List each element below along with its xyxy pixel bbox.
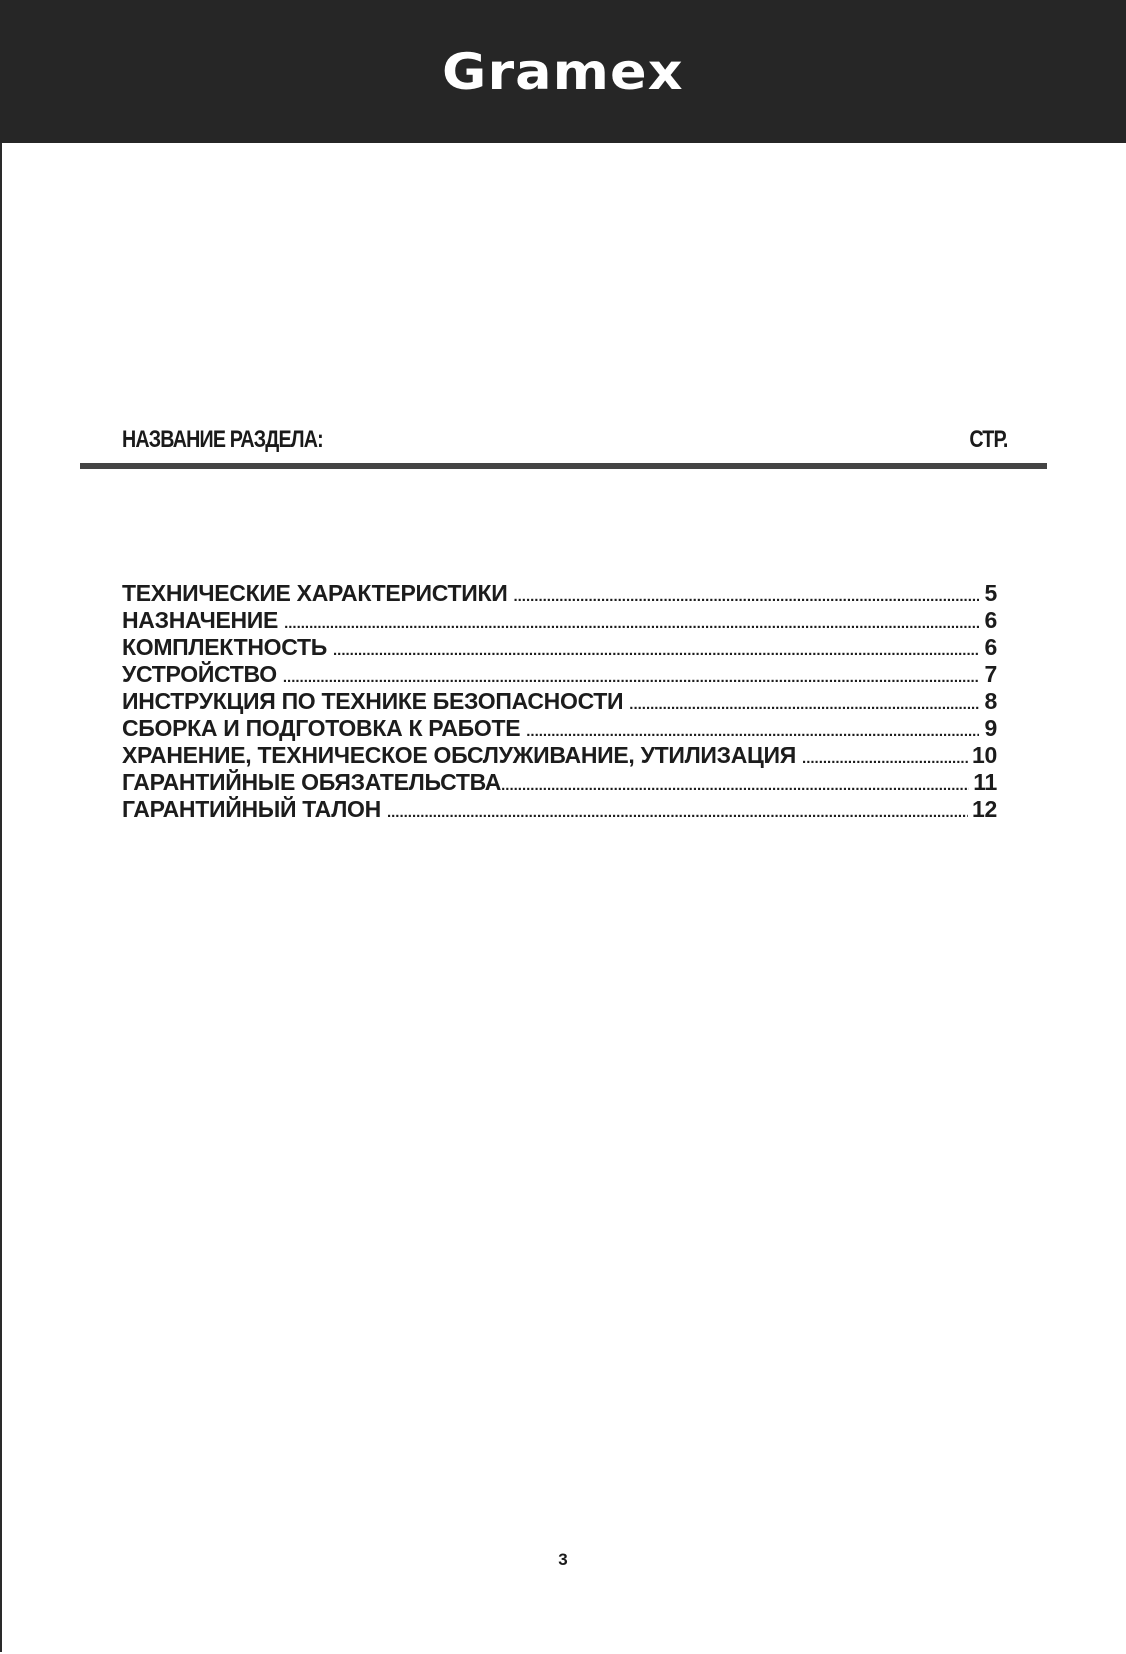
toc-item[interactable] bbox=[122, 715, 997, 742]
toc-item[interactable] bbox=[122, 607, 997, 634]
toc-leader-dots bbox=[526, 724, 979, 739]
toc-item-page: 6 bbox=[984, 634, 997, 660]
toc-item[interactable] bbox=[122, 634, 997, 661]
brand-logo: Gramex bbox=[442, 42, 684, 101]
toc-leader-dots bbox=[629, 697, 979, 712]
toc-item-page: 10 bbox=[972, 742, 997, 768]
toc-item-page: 12 bbox=[972, 796, 997, 822]
toc-item[interactable] bbox=[122, 796, 997, 823]
toc-item[interactable] bbox=[122, 580, 997, 607]
section-name-label: НАЗВАНИЕ РАЗДЕЛА: bbox=[122, 426, 323, 453]
toc-item-title: СБОРКА И ПОДГОТОВКА К РАБОТЕ bbox=[122, 715, 521, 741]
toc-item[interactable] bbox=[122, 661, 997, 688]
toc-item-title: ГАРАНТИЙНЫЙ ТАЛОН bbox=[122, 796, 381, 822]
toc-leader-dots bbox=[284, 616, 979, 631]
toc-item-title: ХРАНЕНИЕ, ТЕХНИЧЕСКОЕ ОБСЛУЖИВАНИЕ, УТИЛИЗАЦИЯ bbox=[122, 742, 797, 768]
toc-item-title: ГАРАНТИЙНЫЕ ОБЯЗАТЕЛЬСТВА bbox=[122, 769, 502, 795]
toc-item-title: УСТРОЙСТВО bbox=[122, 661, 277, 687]
toc-item-title: НАЗНАЧЕНИЕ bbox=[122, 607, 279, 633]
toc-item-title: КОМПЛЕКТНОСТЬ bbox=[122, 634, 327, 660]
toc-item-title: ТЕХНИЧЕСКИЕ ХАРАКТЕРИСТИКИ bbox=[122, 580, 508, 606]
toc-item-page: 6 bbox=[984, 607, 997, 633]
toc-item[interactable] bbox=[122, 688, 997, 715]
toc-leader-dots bbox=[387, 805, 968, 820]
toc-item-page: 8 bbox=[984, 688, 997, 714]
toc-leader-dots bbox=[283, 670, 979, 685]
toc-item-title: ИНСТРУКЦИЯ ПО ТЕХНИКЕ БЕЗОПАСНОСТИ bbox=[122, 688, 624, 714]
page-number: 3 bbox=[558, 1550, 568, 1569]
page-column-label: СТР. bbox=[968, 426, 1007, 453]
header-band bbox=[0, 0, 1126, 143]
toc-item[interactable] bbox=[122, 769, 997, 796]
toc-item-page: 9 bbox=[984, 715, 997, 741]
toc-item-page: 7 bbox=[984, 661, 997, 687]
toc-leader-dots bbox=[513, 589, 979, 604]
toc-item-page: 11 bbox=[973, 769, 997, 795]
toc-leader-dots bbox=[501, 778, 969, 793]
table-of-contents bbox=[122, 580, 997, 823]
header-divider bbox=[80, 463, 1047, 469]
toc-leader-dots bbox=[333, 643, 979, 658]
toc-leader-dots bbox=[802, 751, 968, 766]
toc-item[interactable] bbox=[122, 742, 997, 769]
toc-item-page: 5 bbox=[984, 580, 997, 606]
toc-header bbox=[122, 426, 1007, 456]
